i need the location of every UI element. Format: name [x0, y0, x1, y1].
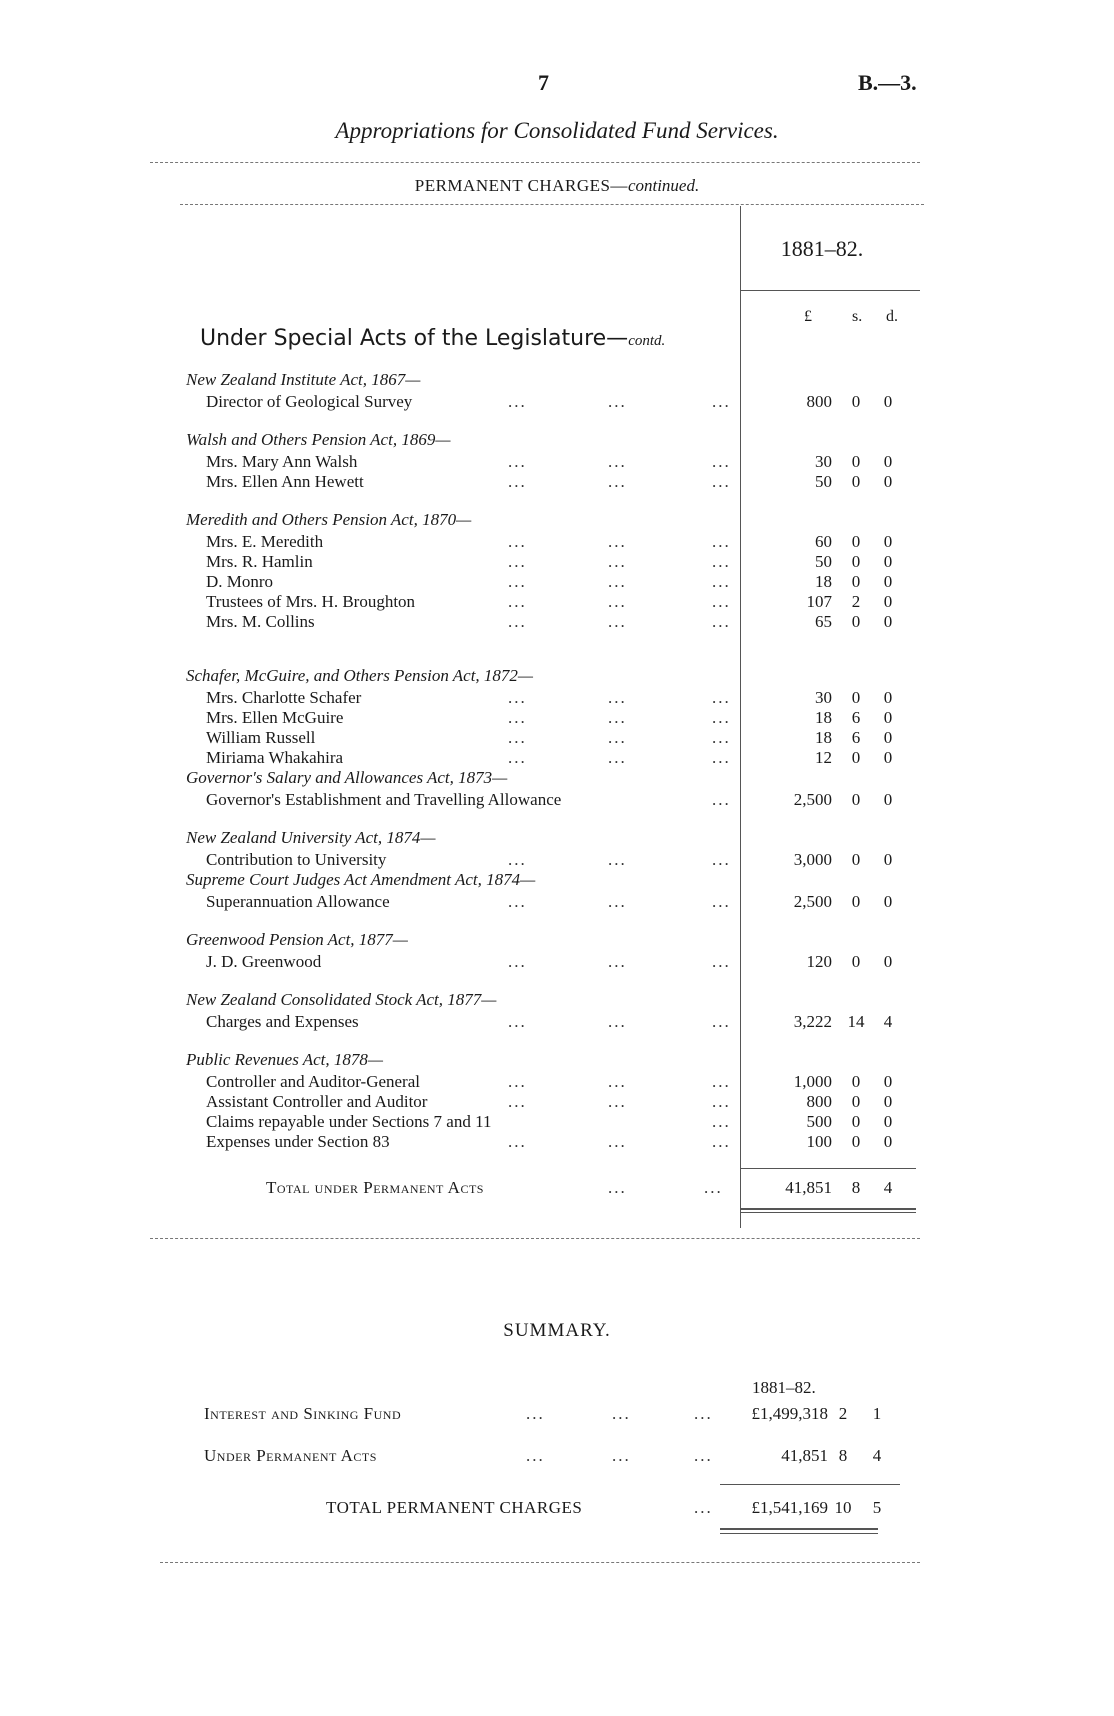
item-label: Mrs. R. Hamlin [206, 552, 313, 571]
item-pence: 0 [883, 688, 893, 707]
item-shillings: 14 [847, 1012, 865, 1031]
item-shillings: 0 [851, 790, 861, 809]
item-pence: 0 [883, 612, 893, 631]
item-label: Contribution to University [206, 850, 387, 869]
item-pence: 0 [883, 892, 893, 911]
total-shillings: 8 [851, 1178, 861, 1197]
item-shillings: 0 [851, 472, 861, 491]
item-shillings: 0 [851, 850, 861, 869]
act-heading: New Zealand Institute Act, 1867— [186, 370, 421, 389]
summary-row-pence: 4 [872, 1446, 882, 1465]
item-pounds: 100 [806, 1132, 832, 1151]
item-pounds: 120 [806, 952, 832, 971]
appropriation-row: William Russell ... ... ... 18 6 0 [0, 728, 1114, 748]
act-heading: Supreme Court Judges Act Amendment Act, 1874— [186, 870, 536, 889]
item-pence: 0 [883, 1112, 893, 1131]
item-shillings: 0 [851, 688, 861, 707]
summary-row-label: Under Permanent Acts [204, 1446, 377, 1465]
shillings-heading: s. [852, 308, 863, 325]
item-pence: 0 [883, 850, 893, 869]
subtitle-rule [180, 204, 924, 205]
item-shillings: 0 [851, 612, 861, 631]
item-pounds: 1,000 [793, 1072, 832, 1091]
item-label: William Russell [206, 728, 316, 747]
appropriation-row: Miriama Whakahira ... ... ... 12 0 0 [0, 748, 1114, 768]
item-pence: 0 [883, 748, 893, 767]
item-label: Director of Geological Survey [206, 392, 413, 411]
item-pence: 0 [883, 708, 893, 727]
item-shillings: 0 [851, 892, 861, 911]
item-pence: 0 [883, 1072, 893, 1091]
subtitle-main: PERMANENT CHARGES— [414, 176, 628, 195]
item-pence: 0 [883, 952, 893, 971]
pounds-heading: £ [804, 308, 812, 325]
appropriation-row: J. D. Greenwood ... ... ... 120 0 0 [0, 952, 1114, 972]
total-pence: 4 [883, 1178, 893, 1197]
summary-double-rule-2 [720, 1533, 878, 1534]
section-end-rule [150, 1238, 920, 1239]
total-pounds: 41,851 [785, 1178, 832, 1197]
item-label: D. Monro [206, 572, 274, 591]
page-bottom-rule [160, 1562, 920, 1563]
item-label: Governor's Establishment and Travelling Allowance [206, 790, 562, 809]
item-shillings: 0 [851, 452, 861, 471]
act-heading: Greenwood Pension Act, 1877— [186, 930, 408, 949]
summary-total-pence: 5 [872, 1498, 882, 1517]
appropriation-row: Superannuation Allowance ... ... ... 2,500 0 0 [0, 892, 1114, 912]
appropriation-row: Mrs. Charlotte Schafer ... ... ... 30 0 0 [0, 688, 1114, 708]
section-heading-main: Under Special Acts of the Legislature— [200, 326, 629, 351]
page-title: Appropriations for Consolidated Fund Services. [335, 118, 779, 143]
item-shillings: 0 [851, 552, 861, 571]
item-shillings: 0 [851, 1092, 861, 1111]
item-shillings: 0 [851, 1132, 861, 1151]
item-pounds: 18 [815, 572, 832, 591]
appropriation-row: Mrs. Mary Ann Walsh ... ... ... 30 0 0 [0, 452, 1114, 472]
item-pounds: 50 [815, 472, 832, 491]
item-shillings: 6 [851, 708, 861, 727]
item-pounds: 2,500 [793, 892, 832, 911]
item-shillings: 0 [851, 532, 861, 551]
appropriation-row: D. Monro ... ... ... 18 0 0 [0, 572, 1114, 592]
act-heading: Governor's Salary and Allowances Act, 1873— [186, 768, 508, 787]
summary-total-shillings: 10 [834, 1498, 852, 1517]
summary-title: SUMMARY. [503, 1320, 611, 1341]
item-label: Miriama Whakahira [206, 748, 344, 767]
section-heading [200, 326, 665, 351]
appropriation-row: Mrs. Ellen McGuire ... ... ... 18 6 0 [0, 708, 1114, 728]
summary-row-permanent: Under Permanent Acts ... ... ... 41,851 8 4 [0, 1446, 1114, 1468]
item-pounds: 800 [806, 1092, 832, 1111]
item-pounds: 800 [806, 392, 832, 411]
item-pounds: 500 [806, 1112, 832, 1131]
summary-row-pounds: £1,499,318 [751, 1404, 828, 1423]
item-pounds: 18 [815, 708, 832, 727]
appropriation-row: Claims repayable under Sections 7 and 11 ... 500 0 0 [0, 1112, 1114, 1132]
appropriation-row: Contribution to University ... ... ... 3,000 0 0 [0, 850, 1114, 870]
section-heading-italic: contd. [628, 333, 666, 349]
year-heading-rule [740, 290, 920, 291]
item-shillings: 0 [851, 1072, 861, 1091]
item-pounds: 2,500 [793, 790, 832, 809]
item-label: Mrs. Charlotte Schafer [206, 688, 362, 707]
item-shillings: 6 [851, 728, 861, 747]
item-label: Superannuation Allowance [206, 892, 390, 911]
item-pounds: 65 [815, 612, 832, 631]
summary-row-shillings: 2 [838, 1404, 848, 1423]
appropriation-row: Mrs. E. Meredith ... ... ... 60 0 0 [0, 532, 1114, 552]
item-pence: 0 [883, 472, 893, 491]
total-label: Total under Permanent Acts [266, 1178, 484, 1197]
item-shillings: 0 [851, 952, 861, 971]
document-reference: B.—3. [858, 70, 917, 95]
item-pounds: 3,000 [793, 850, 832, 869]
item-pence: 0 [883, 532, 893, 551]
summary-rule-pence [822, 1484, 900, 1485]
item-label: Expenses under Section 83 [206, 1132, 390, 1151]
item-pounds: 3,222 [793, 1012, 832, 1031]
item-label: Mrs. Mary Ann Walsh [206, 452, 358, 471]
pence-heading: d. [886, 308, 898, 325]
item-label: Claims repayable under Sections 7 and 11 [206, 1112, 492, 1131]
item-label: J. D. Greenwood [206, 952, 322, 971]
summary-row-shillings: 8 [838, 1446, 848, 1465]
summary-total-row: TOTAL PERMANENT CHARGES ... £1,541,169 10 5 [0, 1498, 1114, 1520]
act-heading: Public Revenues Act, 1878— [186, 1050, 384, 1069]
total-top-rule [740, 1168, 916, 1169]
page-number: 7 [538, 70, 549, 95]
item-label: Mrs. M. Collins [206, 612, 315, 631]
item-pence: 0 [883, 552, 893, 571]
item-pence: 0 [883, 392, 893, 411]
subtitle-italic: continued. [627, 176, 700, 195]
item-label: Mrs. Ellen McGuire [206, 708, 344, 727]
summary-year: 1881–82. [752, 1378, 816, 1397]
appropriation-row: Director of Geological Survey ... ... ... 800 0 0 [0, 392, 1114, 412]
act-heading: Schafer, McGuire, and Others Pension Act, 1872— [186, 666, 534, 685]
item-pence: 0 [883, 1132, 893, 1151]
appropriation-row: Mrs. R. Hamlin ... ... ... 50 0 0 [0, 552, 1114, 572]
item-pence: 0 [883, 1092, 893, 1111]
item-label: Assistant Controller and Auditor [206, 1092, 428, 1111]
item-label: Controller and Auditor-General [206, 1072, 420, 1091]
act-heading: Walsh and Others Pension Act, 1869— [186, 430, 451, 449]
item-shillings: 0 [851, 1112, 861, 1131]
act-heading: New Zealand University Act, 1874— [186, 828, 436, 847]
appropriation-row: Mrs. Ellen Ann Hewett ... ... ... 50 0 0 [0, 472, 1114, 492]
item-pence: 0 [883, 452, 893, 471]
item-pounds: 18 [815, 728, 832, 747]
item-pounds: 50 [815, 552, 832, 571]
total-bottom-rule [740, 1208, 916, 1210]
appropriation-row: Expenses under Section 83 ... ... ... 100 0 0 [0, 1132, 1114, 1152]
item-pence: 4 [883, 1012, 893, 1031]
item-pence: 0 [883, 592, 893, 611]
summary-row-interest: Interest and Sinking Fund ... ... ... £1,499,318 2 1 [0, 1404, 1114, 1426]
appropriation-row: Assistant Controller and Auditor ... ... ... 800 0 0 [0, 1092, 1114, 1112]
appropriation-row: Charges and Expenses ... ... ... 3,222 14 4 [0, 1012, 1114, 1032]
appropriation-row: Governor's Establishment and Travelling Allowance ... 2,500 0 0 [0, 790, 1114, 810]
act-heading: New Zealand Consolidated Stock Act, 1877— [186, 990, 497, 1009]
item-pounds: 12 [815, 748, 832, 767]
item-pence: 0 [883, 790, 893, 809]
item-shillings: 0 [851, 392, 861, 411]
table-subtitle [0, 176, 1114, 196]
summary-total-label: TOTAL PERMANENT CHARGES [326, 1498, 583, 1517]
appropriation-row: Controller and Auditor-General ... ... ... 1,000 0 0 [0, 1072, 1114, 1092]
summary-total-pounds: £1,541,169 [751, 1498, 828, 1517]
item-label: Mrs. Ellen Ann Hewett [206, 472, 364, 491]
item-pounds: 30 [815, 452, 832, 471]
item-pence: 0 [883, 572, 893, 591]
year-heading: 1881–82. [780, 236, 864, 261]
item-pounds: 107 [806, 592, 832, 611]
item-shillings: 0 [851, 572, 861, 591]
item-pounds: 60 [815, 532, 832, 551]
item-label: Charges and Expenses [206, 1012, 359, 1031]
total-bottom-rule-2 [740, 1212, 916, 1213]
summary-double-rule [720, 1528, 878, 1530]
item-shillings: 0 [851, 748, 861, 767]
item-pence: 0 [883, 728, 893, 747]
title-rule [150, 162, 920, 163]
item-pounds: 30 [815, 688, 832, 707]
summary-row-pence: 1 [872, 1404, 882, 1423]
summary-row-pounds: 41,851 [781, 1446, 828, 1465]
summary-row-label: Interest and Sinking Fund [204, 1404, 402, 1423]
appropriation-row: Mrs. M. Collins ... ... ... 65 0 0 [0, 612, 1114, 632]
item-shillings: 2 [851, 592, 861, 611]
act-heading: Meredith and Others Pension Act, 1870— [186, 510, 472, 529]
total-row: Total under Permanent Acts ... ... 41,851 8 4 [0, 1178, 1114, 1198]
item-label: Mrs. E. Meredith [206, 532, 324, 551]
appropriation-row: Trustees of Mrs. H. Broughton ... ... ... 107 2 0 [0, 592, 1114, 612]
item-label: Trustees of Mrs. H. Broughton [206, 592, 416, 611]
